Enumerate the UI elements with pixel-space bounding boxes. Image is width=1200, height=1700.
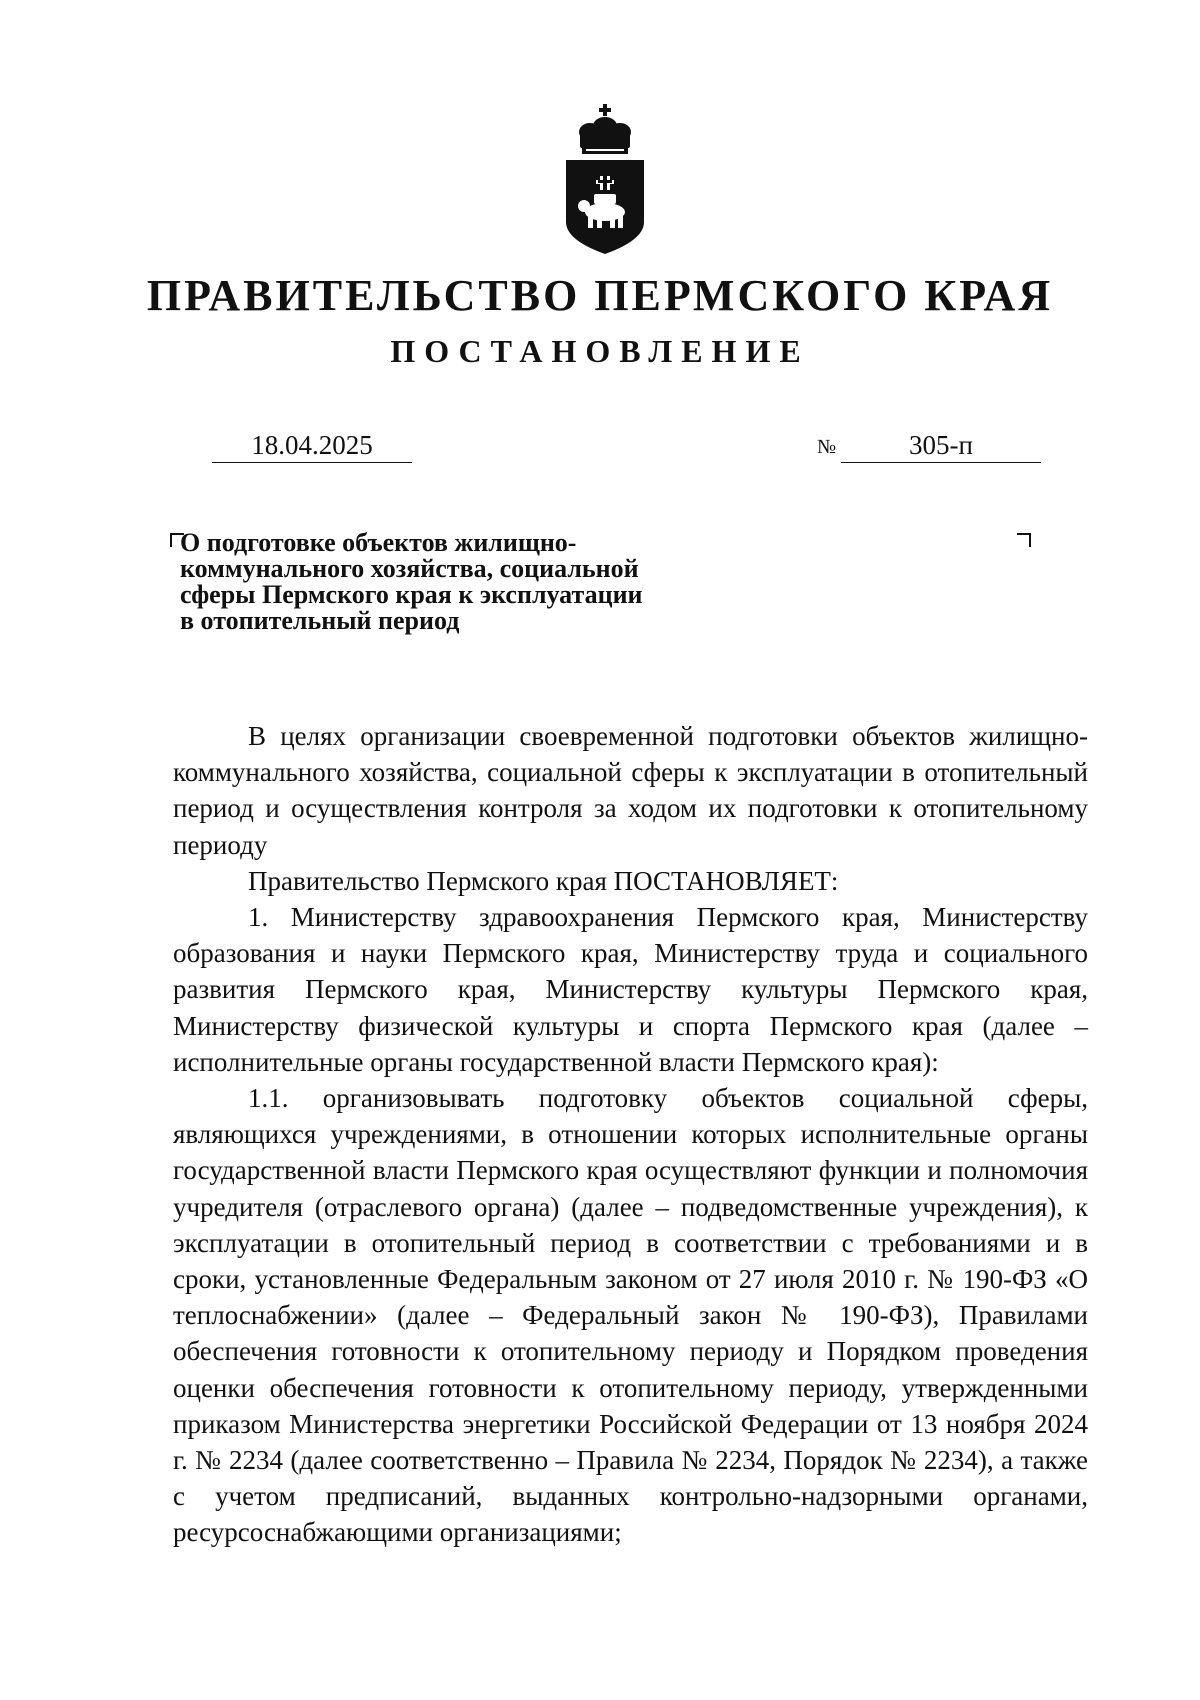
body-paragraph-item-1: 1. Министерству здравоохранения Пермского края, Министерству образования и науки Пермского края, Министерству труда и социального развития Пермского края, Министерству культуры Пермского края, Министерству физической культуры и спорта Пермского края (далее – исполнительные органы государственной власти Пермского края): bbox=[173, 902, 1088, 1077]
document-subject bbox=[180, 530, 700, 634]
subject-line: в отопительный период bbox=[180, 606, 460, 635]
subject-line: сферы Пермского края к эксплуатации bbox=[180, 580, 643, 609]
document-type-title: ПОСТАНОВЛЕНИЕ bbox=[390, 333, 810, 369]
number-sign: № bbox=[817, 436, 837, 458]
coat-of-arms-icon bbox=[560, 104, 650, 256]
body-paragraph-preamble: В целях организации своевременной подготовки объектов жилищно-коммунального хозяйства, социальной сферы к эксплуатации в отопительный период и осуществления контроля за ходом их подготовки к отопительному периоду bbox=[173, 721, 1088, 860]
organization-title: ПРАВИТЕЛЬСТВО ПЕРМСКОГО КРАЯ bbox=[146, 271, 1054, 320]
subject-bracket-right bbox=[1017, 533, 1031, 547]
document-number: 305-п bbox=[841, 428, 1041, 463]
body-paragraph-resolves: Правительство Пермского края ПОСТАНОВЛЯЕТ: bbox=[248, 865, 839, 896]
document-date: 18.04.2025 bbox=[212, 428, 412, 463]
document-body bbox=[173, 718, 1088, 1551]
body-paragraph-item-1-1: 1.1. организовывать подготовку объектов социальной сферы, являющихся учреждениями, в отношении которых исполнительные органы государственной власти Пермского края осуществляют функции и полномочия учредителя (отраслевого органа) (далее – подведомственные учреждения), к эксплуатации в отопительный период в соответствии с требованиями и в сроки, установленные Федеральным законом от 27 июля 2010 г. № 190-ФЗ «О теплоснабжении» (далее – Федеральный закон № 190-ФЗ), Правилами обеспечения готовности к отопительному периоду и Порядком проведения оценки обеспечения готовности к отопительному периоду, утвержденными приказом Министерства энергетики Российской Федерации от 13 ноября 2024 г. № 2234 (далее соответственно – Правила № 2234, Порядок № 2234), а также с учетом предписаний, выданных контрольно-надзорными органами, ресурсоснабжающими организациями; bbox=[173, 1083, 1088, 1548]
subject-line: О подготовке объектов жилищно- bbox=[180, 528, 577, 557]
subject-line: коммунального хозяйства, социальной bbox=[180, 554, 639, 583]
